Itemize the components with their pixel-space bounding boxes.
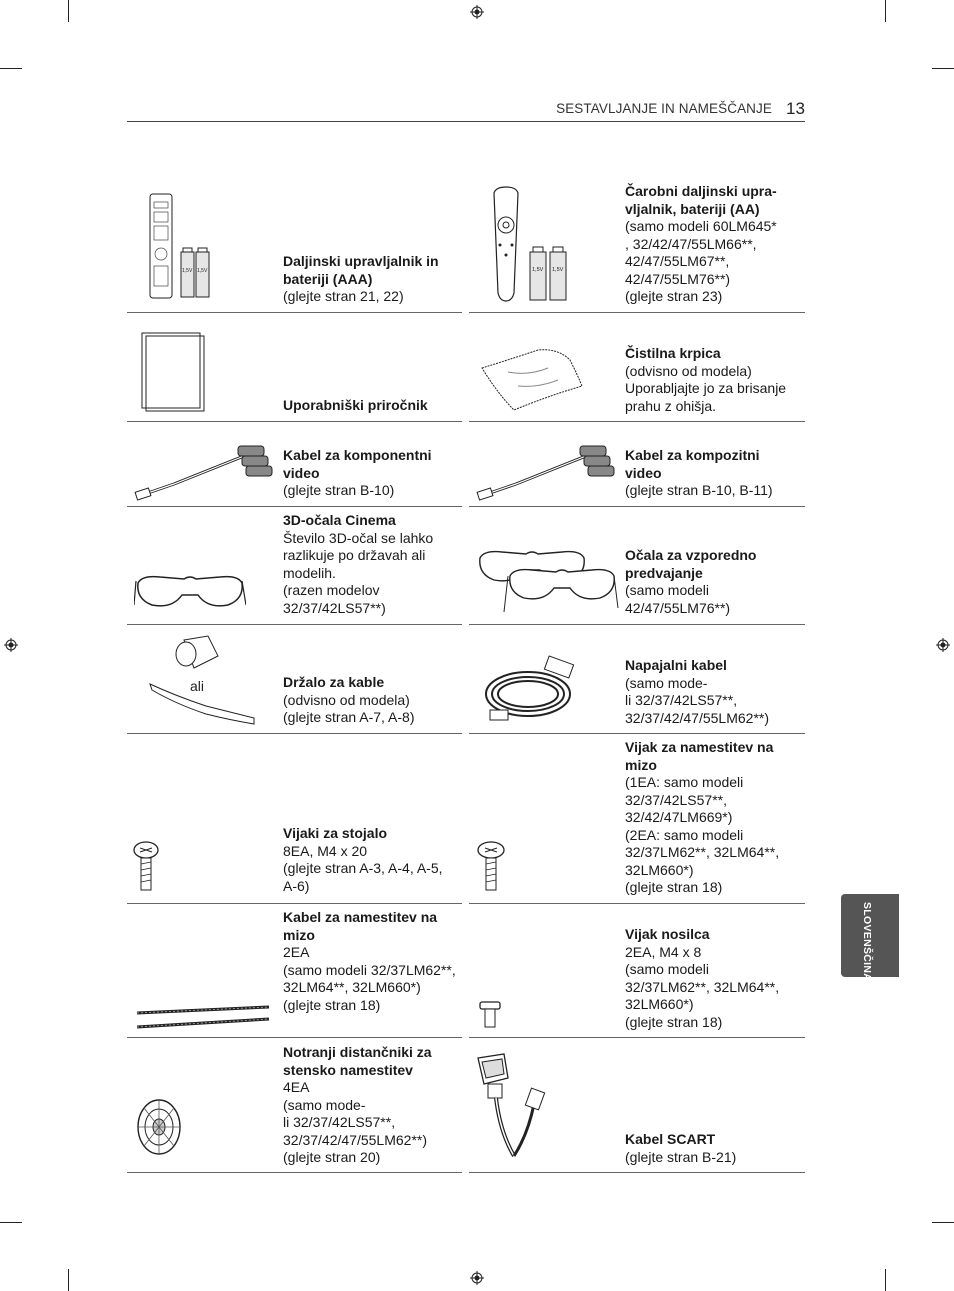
item-title: Kabel SCART (625, 1131, 716, 1147)
crop-mark (885, 1269, 886, 1291)
item-text (283, 674, 458, 727)
row-divider (127, 733, 462, 734)
item-text (625, 739, 795, 897)
item-text (625, 1131, 795, 1166)
item-line: Število 3D-očal se lahko razlikuje po državah ali modelih. (283, 529, 434, 581)
item-line: (glejte stran B-21) (625, 1148, 737, 1165)
item-title: Daljinski upravljalnik in bateriji (AAA) (283, 253, 439, 287)
crop-mark (68, 0, 69, 22)
item-title: Očala za vzporedno predvajanje (625, 547, 757, 581)
item-line: (odvisno od modela) (283, 691, 410, 708)
row-divider (469, 624, 805, 625)
item-text (625, 447, 795, 500)
item-line: 32/42/47LM669*) (625, 809, 733, 825)
row-divider (127, 624, 462, 625)
crop-mark (932, 68, 954, 69)
row-divider (127, 1037, 462, 1038)
item-line: Uporabljajte jo za brisanje prahu z ohišja. (625, 380, 787, 414)
item-line: 32LM660*) (625, 996, 694, 1012)
item-line: 32/37LM62**, 32LM64**, (625, 844, 780, 860)
item-line: 32/37/42/47/55LM62**) (625, 709, 769, 726)
item-text (283, 253, 458, 306)
item-line: (glejte stran 20) (283, 1149, 381, 1165)
language-tab (841, 894, 899, 982)
item-title: Notranji distančniki za stensko namestitev (283, 1044, 432, 1078)
row-divider (127, 421, 462, 422)
item-text (283, 397, 458, 415)
row-divider (469, 1037, 805, 1038)
item-line: (glejte stran 21, 22) (283, 288, 404, 304)
item-text (625, 926, 795, 1031)
item-line: (samo modeli (625, 961, 710, 977)
row-divider (469, 312, 805, 313)
item-line: (samo modeli (625, 582, 710, 598)
stand-screw-icon (133, 840, 159, 894)
item-line: (glejte stran B-10, B-11) (625, 482, 773, 498)
item-line: (samo modeli 32/37LM62**, 32LM64**, 32LM660*) (283, 961, 456, 995)
alternative-label: ali (190, 678, 205, 694)
item-title: Vijaki za stojalo (283, 825, 388, 841)
item-title: Čistilna krpica (625, 345, 721, 361)
battery-label: 1,5V (197, 268, 208, 274)
component-cable-icon (134, 440, 276, 502)
row-divider (469, 506, 805, 507)
item-line: 2EA (283, 944, 310, 960)
item-line: (glejte stran 18) (625, 879, 723, 895)
bracket-screw-icon (478, 1000, 502, 1030)
item-line: (glejte stran 18) (283, 996, 381, 1013)
header-rule (127, 121, 805, 122)
crop-mark (885, 0, 886, 22)
wall-spacer-icon (136, 1098, 182, 1156)
item-line: 42/47/55LM76**) (625, 270, 731, 287)
row-divider (469, 1172, 805, 1173)
item-title: Uporabniški priročnik (283, 397, 428, 413)
cleaning-cloth-icon (478, 346, 584, 412)
item-text (283, 909, 458, 1014)
item-line: 32/37/42/47/55LM62**) (283, 1131, 427, 1148)
item-line: (glejte stran 23) (625, 288, 723, 304)
registration-mark-icon (4, 638, 18, 652)
item-line: (2EA: samo modeli (625, 826, 744, 843)
item-line: (1EA: samo modeli (625, 774, 744, 790)
row-divider (469, 733, 805, 734)
row-divider (127, 1172, 462, 1173)
item-text (625, 345, 795, 415)
item-line: (glejte stran A-7, A-8) (283, 709, 415, 725)
item-line: 42/47/55LM76**) (625, 599, 731, 616)
item-line: (razen modelov 32/37/42LS57**) (283, 582, 386, 616)
battery-label: 1,5V (532, 267, 544, 273)
item-text (283, 1044, 458, 1167)
row-divider (127, 506, 462, 507)
battery-label: 1,5V (182, 268, 193, 274)
crop-mark (932, 1222, 954, 1223)
desk-mount-cable-icon (133, 1005, 273, 1031)
item-line: 42/47/55LM67**, (625, 253, 730, 269)
item-line: (glejte stran A-3, A-4, A-5, A-6) (283, 860, 443, 894)
row-divider (127, 312, 462, 313)
item-line: (odvisno od modela) (625, 362, 752, 379)
power-cord-icon (480, 654, 580, 724)
item-line: (samo modeli 60LM645* (625, 218, 777, 234)
item-title: Kabel za namestitev na mizo (283, 909, 438, 943)
item-line: 32/37/42LS57**, (625, 791, 727, 808)
item-line: (samo mode- (625, 674, 708, 691)
language-tab-label: SLOVENŠČINA (861, 902, 873, 982)
item-text (625, 657, 795, 727)
item-line: 32/37LM62**, 32LM64**, (625, 978, 780, 995)
item-line: 4EA (283, 1079, 310, 1095)
section-title: SESTAVLJANJE IN NAMEŠČANJE (556, 101, 772, 116)
item-line: li 32/37/42LS57**, (283, 1114, 396, 1130)
item-title: Kabel za komponentni video (283, 447, 432, 481)
item-text (283, 447, 458, 500)
item-line: (glejte stran B-10) (283, 482, 395, 498)
row-divider (469, 903, 805, 904)
desk-screw-icon (477, 840, 505, 894)
3d-glasses-icon (134, 565, 246, 617)
remote-control-icon (145, 192, 215, 302)
item-text (625, 547, 795, 617)
page-number: 13 (786, 99, 805, 118)
crop-mark (68, 1269, 69, 1291)
item-line: (samo mode- (283, 1096, 366, 1113)
scart-cable-icon (474, 1052, 554, 1164)
registration-mark-icon (470, 1271, 484, 1285)
item-line: , 32/42/47/55LM66**, (625, 235, 757, 252)
item-line: 32LM660*) (625, 861, 694, 878)
registration-mark-icon (936, 638, 950, 652)
dual-play-glasses-icon (476, 548, 620, 618)
item-title: 3D-očala Cinema (283, 512, 396, 528)
item-line: (glejte stran 18) (625, 1013, 723, 1030)
battery-label: 1,5V (552, 267, 564, 273)
item-line: li 32/37/42LS57**, (625, 692, 738, 708)
item-title: Kabel za kompozitni video (625, 447, 760, 481)
item-line: 8EA, M4 x 20 (283, 842, 368, 859)
item-title: Čarobni daljinski upra-vljalnik, bateriji (AA) (625, 183, 777, 217)
manual-book-icon (138, 332, 208, 412)
magic-remote-icon (488, 185, 578, 303)
item-title: Vijak nosilca (625, 926, 710, 942)
item-title: Napajalni kabel (625, 657, 727, 673)
item-text (283, 825, 458, 895)
crop-mark (0, 68, 22, 69)
item-text (625, 183, 793, 306)
row-divider (469, 421, 805, 422)
registration-mark-icon (470, 5, 484, 19)
item-title: Vijak za namestitev na mizo (625, 739, 774, 773)
item-text (283, 512, 458, 617)
item-title: Držalo za kable (283, 674, 385, 690)
row-divider (127, 903, 462, 904)
composite-cable-icon (476, 440, 618, 502)
item-line: 2EA, M4 x 8 (625, 943, 702, 960)
crop-mark (0, 1222, 22, 1223)
